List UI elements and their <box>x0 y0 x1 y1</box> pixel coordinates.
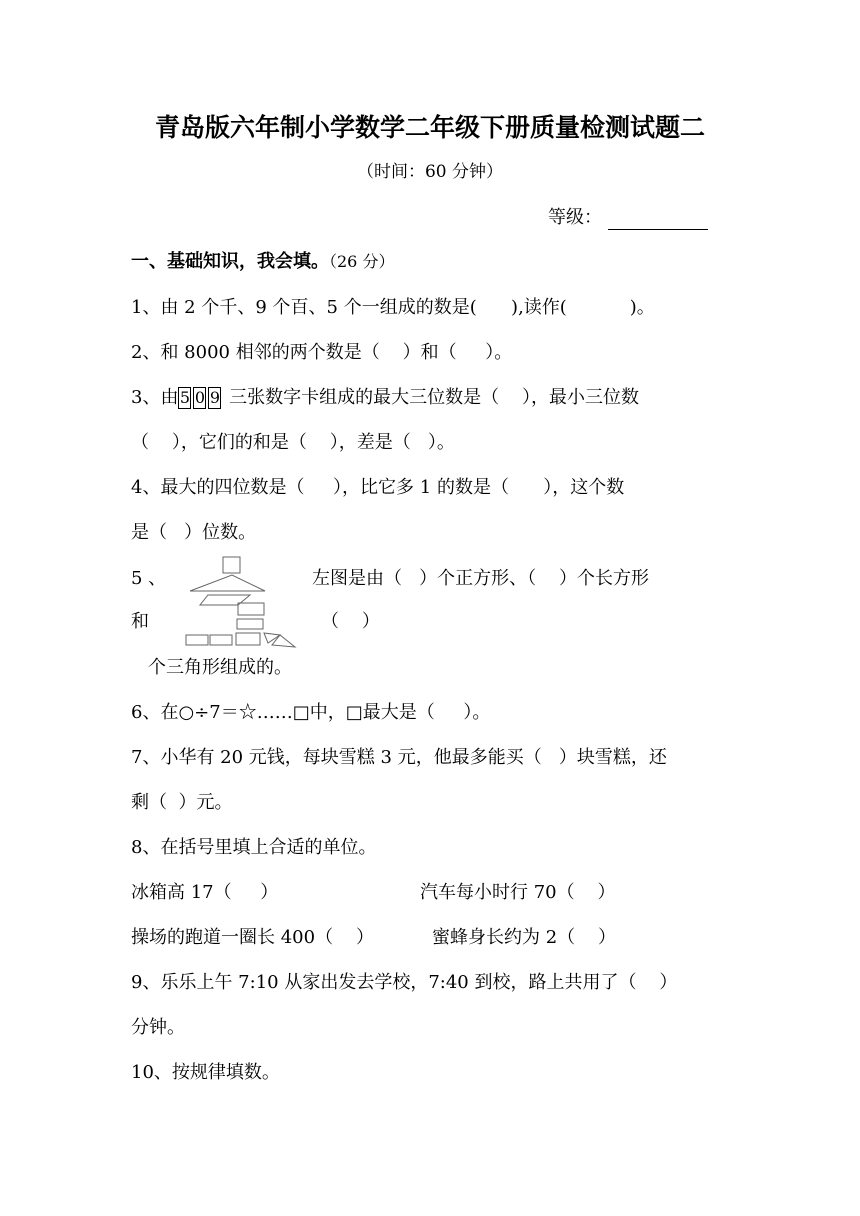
figure-rectangle <box>236 633 260 645</box>
figure-rectangle <box>238 603 264 615</box>
number-card: 9 <box>209 388 221 407</box>
question-2: 2、和 8000 相邻的两个数是（ ）和（ ）。 <box>131 342 513 363</box>
question-10: 10、按规律填数。 <box>131 1062 280 1083</box>
question-8-d: 蜜蜂身长约为 2（ ） <box>432 927 617 948</box>
figure-triangle <box>272 635 295 647</box>
question-3-line-2: （ ），它们的和是（ ），差是（ ）。 <box>131 432 455 453</box>
question-8-heading: 8、在括号里填上合适的单位。 <box>131 837 377 858</box>
grade-label: 等级： <box>548 207 602 228</box>
question-8-a: 冰箱高 17（ ） <box>131 882 279 903</box>
figure-triangle <box>190 575 265 591</box>
q3-prefix: 3、由 <box>131 387 179 408</box>
question-8-b: 汽车每小时行 70（ ） <box>420 882 616 903</box>
section-heading <box>131 250 394 274</box>
section-title: 一、基础知识，我会填。 <box>131 251 329 272</box>
question-5-text: 左图是由（ ）个正方形、（ ）个长方形 <box>312 568 650 589</box>
question-7-line-2: 剩（ ）元。 <box>131 792 233 813</box>
question-8-c: 操场的跑道一圈长 400（ ） <box>131 927 374 948</box>
question-9-line-1: 9、乐乐上午 7:10 从家出发去学校，7:40 到校，路上共用了（ ） <box>131 972 678 993</box>
exam-duration: （时间：60 分钟） <box>356 162 504 182</box>
question-9-line-2: 分钟。 <box>131 1017 185 1038</box>
question-4-line-2: 是（ ）位数。 <box>131 522 257 543</box>
question-7-line-1: 7、小华有 20 元钱，每块雪糕 3 元，他最多能买（ ）块雪糕，还 <box>131 747 667 768</box>
figure-rectangle <box>210 635 232 645</box>
question-4-line-1: 4、最大的四位数是（ ），比它多 1 的数是（ ），这个数 <box>131 477 625 498</box>
question-3-line-1 <box>131 386 639 410</box>
question-1: 1、由 2 个千、9 个百、5 个一组成的数是( ),读作( )。 <box>131 297 655 318</box>
section-score: （26 分） <box>329 252 395 271</box>
figure-rectangle <box>186 635 208 645</box>
question-5-and: 和 <box>131 611 149 632</box>
q3-suffix: 三张数字卡组成的最大三位数是（ ），最小三位数 <box>223 387 640 408</box>
grade-field <box>548 206 708 230</box>
figure-rectangle <box>237 619 263 629</box>
page-title: 青岛版六年制小学数学二年级下册质量检测试题二 <box>154 113 705 142</box>
figure-square <box>223 557 240 573</box>
question-6: 6、在○÷7＝☆……□中，□最大是（ ）。 <box>131 702 491 723</box>
shape-figure <box>180 555 300 650</box>
question-5-number: 5 、 <box>131 568 167 589</box>
grade-blank[interactable] <box>608 211 708 230</box>
question-5-line-3: 个三角形组成的。 <box>148 657 292 678</box>
number-card: 5 <box>179 388 191 407</box>
question-5-blank: （ ） <box>321 611 380 632</box>
number-card: 0 <box>194 388 206 407</box>
